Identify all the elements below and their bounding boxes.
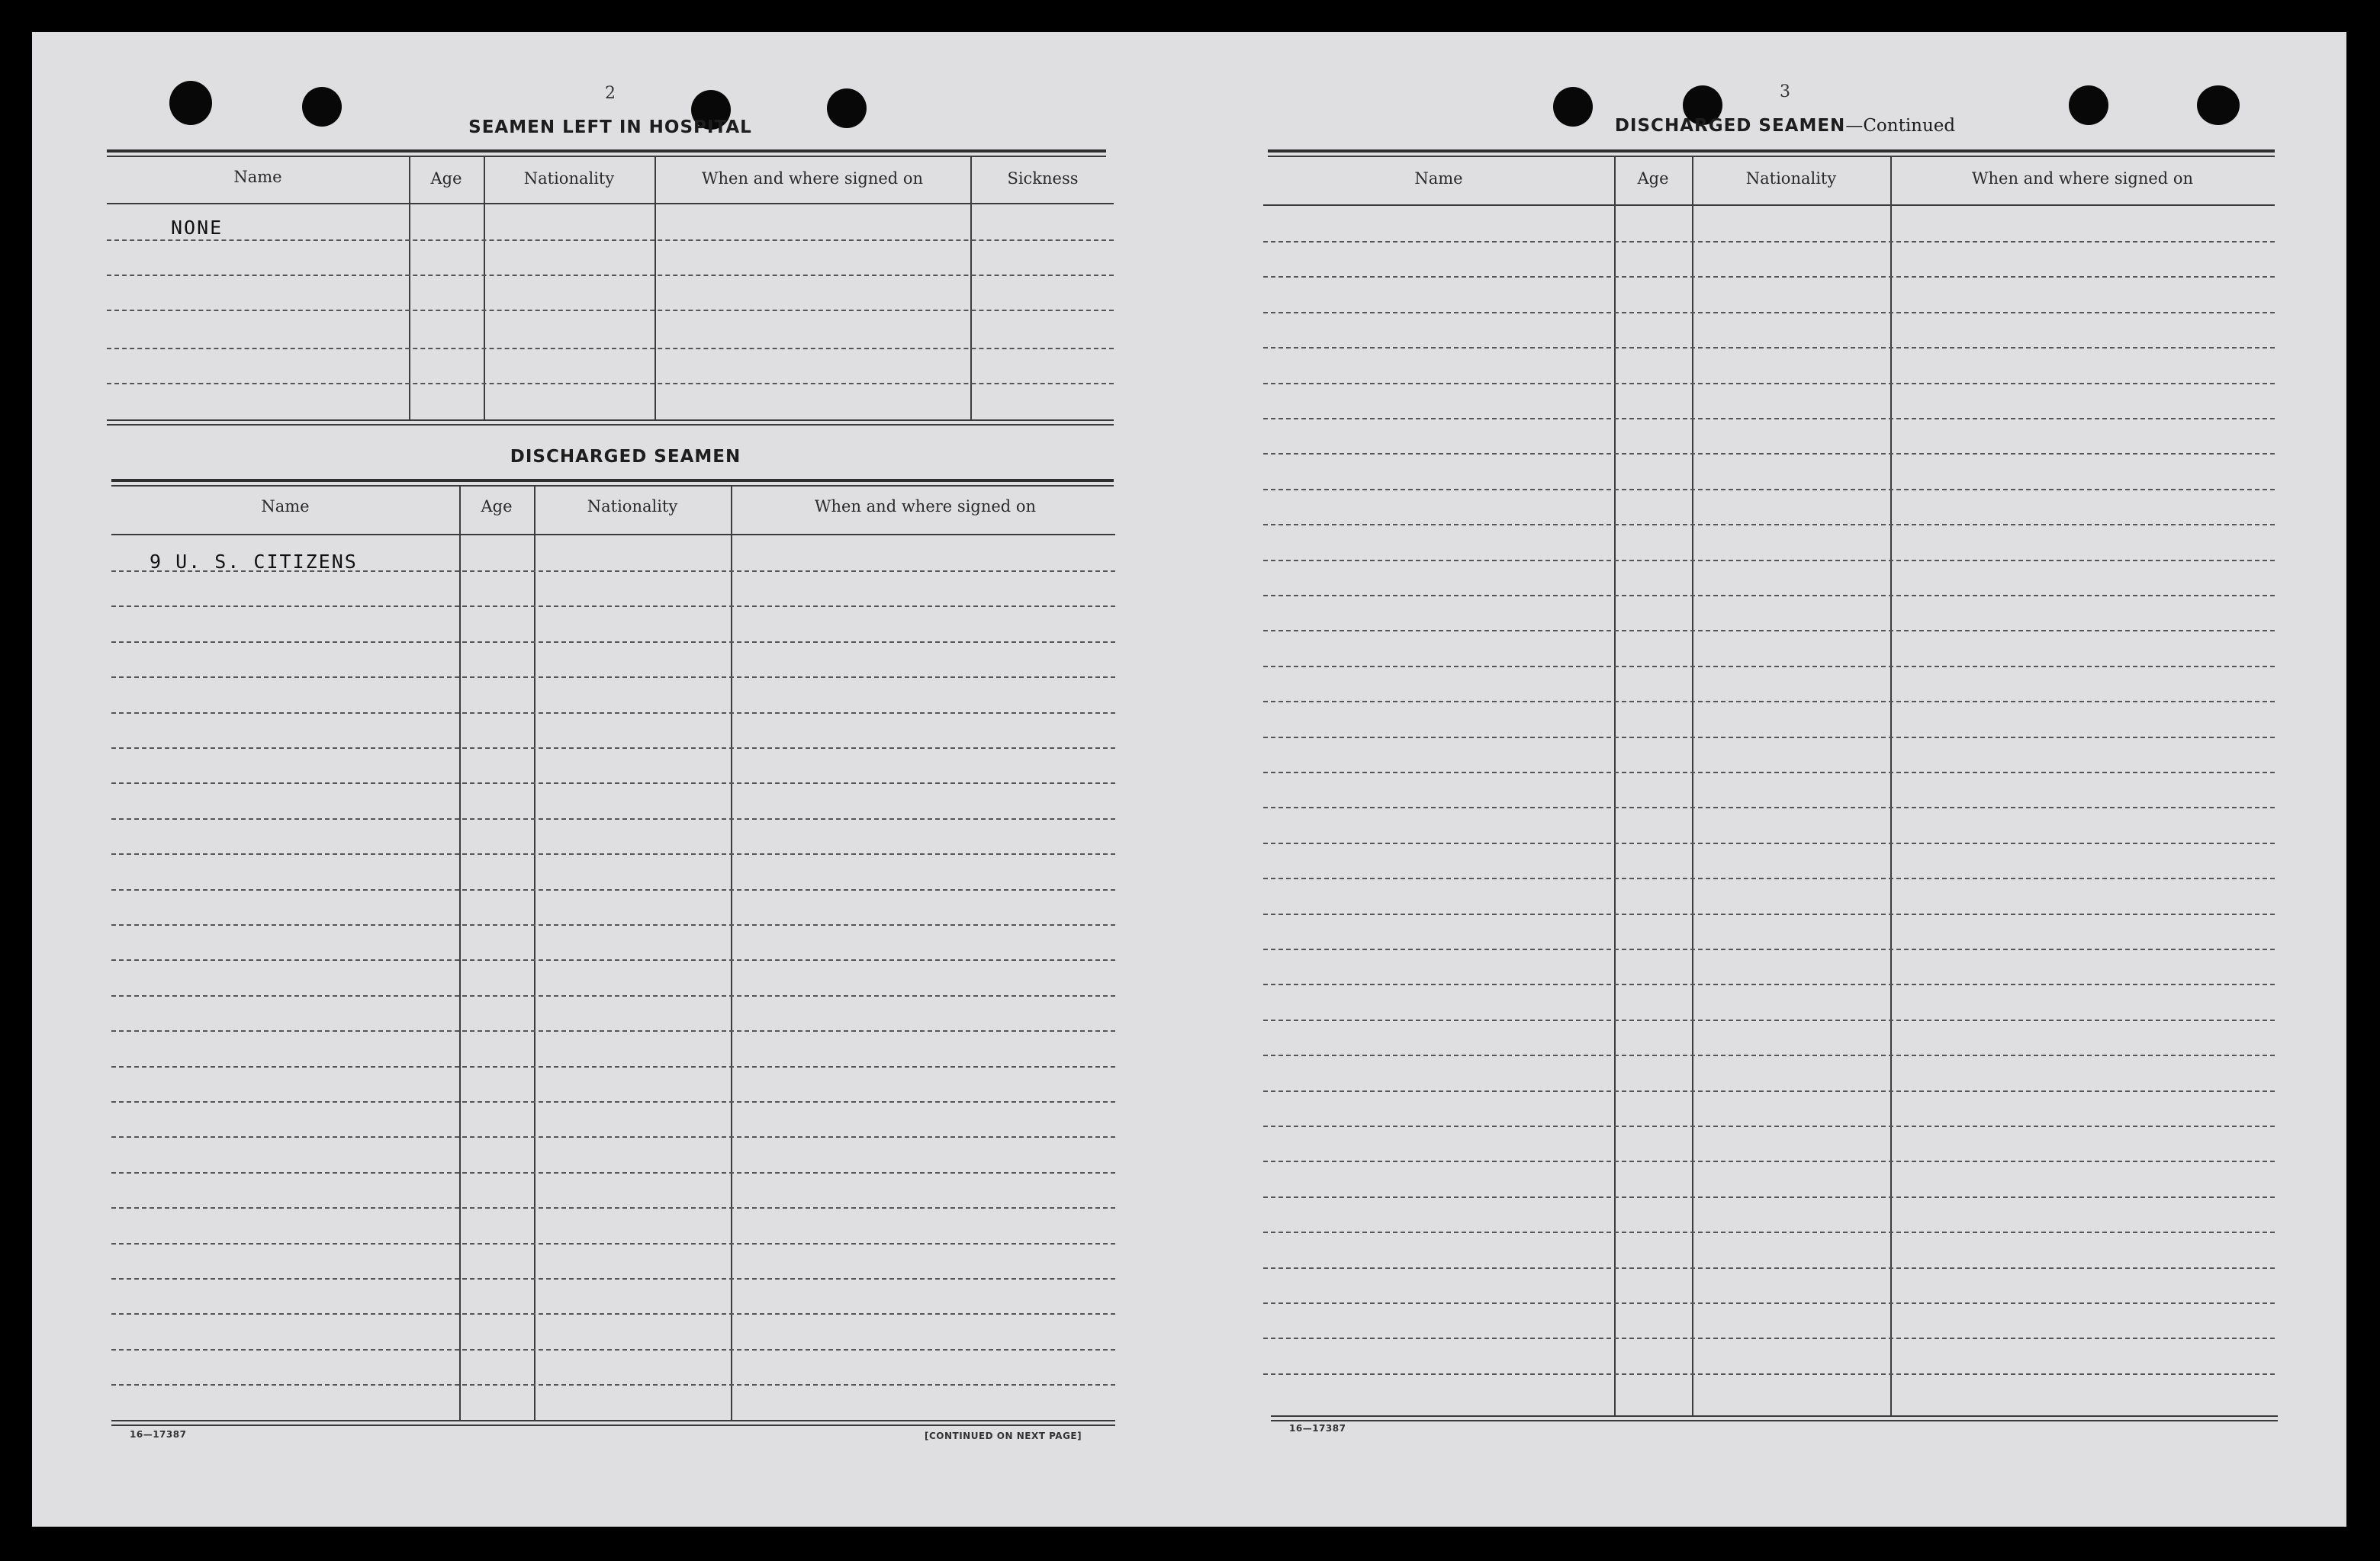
column-divider bbox=[534, 487, 536, 1421]
header-rule bbox=[107, 203, 1114, 204]
table-row-line bbox=[111, 1349, 1115, 1351]
hospital-entry: NONE bbox=[171, 217, 224, 239]
continued-note: [CONTINUED ON NEXT PAGE] bbox=[925, 1431, 1082, 1441]
column-header: Age bbox=[430, 169, 462, 188]
table-row-line bbox=[1263, 630, 2275, 631]
punch-hole bbox=[169, 81, 212, 125]
column-header: Age bbox=[1637, 169, 1669, 188]
table-top-rule bbox=[111, 485, 1114, 487]
section-title-discharged: DISCHARGED SEAMEN bbox=[510, 447, 741, 467]
table-row-line bbox=[1263, 1373, 2275, 1375]
table-top-rule bbox=[1268, 149, 2275, 153]
table-row-line bbox=[1263, 1161, 2275, 1162]
column-header: Name bbox=[261, 497, 310, 516]
table-row-line bbox=[1263, 772, 2275, 773]
table-row-line bbox=[111, 1384, 1115, 1386]
table-row-line bbox=[107, 275, 1114, 276]
header-rule bbox=[1263, 204, 2275, 206]
section-title-discharged-continued bbox=[1556, 116, 2014, 136]
table-row-line bbox=[111, 853, 1115, 855]
punch-hole bbox=[2069, 85, 2108, 125]
form-number: 16—17387 bbox=[130, 1429, 187, 1440]
table-row-line bbox=[107, 239, 1114, 241]
table-bottom-rule bbox=[1271, 1415, 2278, 1417]
table-row-line bbox=[1263, 383, 2275, 384]
header-rule bbox=[111, 534, 1115, 535]
table-row-line bbox=[1263, 984, 2275, 985]
table-top-rule bbox=[107, 156, 1106, 157]
table-row-line bbox=[1263, 347, 2275, 348]
title-continued: —Continued bbox=[1845, 116, 1956, 136]
table-row-line bbox=[111, 1313, 1115, 1315]
table-row-line bbox=[111, 712, 1115, 714]
page-number: 3 bbox=[1780, 82, 1790, 101]
title-main: DISCHARGED SEAMEN bbox=[1614, 116, 1846, 136]
punch-hole bbox=[827, 88, 867, 128]
table-row-line bbox=[1263, 524, 2275, 525]
table-row-line bbox=[111, 959, 1115, 961]
table-row-line bbox=[1263, 737, 2275, 738]
table-row-line bbox=[111, 641, 1115, 643]
table-row-line bbox=[1263, 701, 2275, 702]
table-row-line bbox=[111, 995, 1115, 997]
table-row-line bbox=[1263, 595, 2275, 596]
table-bottom-rule bbox=[111, 1420, 1115, 1421]
column-header: Nationality bbox=[523, 169, 615, 188]
table-row-line bbox=[1263, 949, 2275, 950]
table-row-line bbox=[1263, 418, 2275, 419]
table-bottom-rule bbox=[111, 1424, 1115, 1426]
table-row-line bbox=[1263, 1055, 2275, 1056]
table-row-line bbox=[111, 889, 1115, 891]
column-divider bbox=[459, 487, 461, 1420]
column-header: Nationality bbox=[587, 497, 678, 516]
table-row-line bbox=[1263, 1196, 2275, 1198]
column-divider bbox=[654, 157, 656, 421]
table-row-line bbox=[111, 570, 1115, 572]
table-row-line bbox=[1263, 1267, 2275, 1269]
table-row-line bbox=[1263, 560, 2275, 561]
column-header: When and where signed on bbox=[814, 497, 1037, 516]
table-row-line bbox=[111, 782, 1115, 784]
table-row-line bbox=[111, 1136, 1115, 1138]
column-divider bbox=[731, 487, 732, 1421]
column-header: Name bbox=[1414, 169, 1463, 188]
table-row-line bbox=[1263, 1126, 2275, 1127]
column-divider bbox=[1614, 157, 1616, 1415]
table-top-rule bbox=[111, 479, 1114, 482]
page-number: 2 bbox=[605, 84, 616, 103]
column-header: Name bbox=[233, 168, 282, 186]
column-divider bbox=[1692, 157, 1693, 1415]
table-row-line bbox=[1263, 1020, 2275, 1021]
table-row-line bbox=[111, 747, 1115, 749]
table-top-rule bbox=[1268, 156, 2275, 157]
table-row-line bbox=[1263, 666, 2275, 667]
table-row-line bbox=[1263, 489, 2275, 490]
column-header: When and where signed on bbox=[701, 169, 924, 188]
table-row-line bbox=[111, 1207, 1115, 1209]
column-header: Age bbox=[481, 497, 513, 516]
table-row-line bbox=[111, 605, 1115, 607]
column-divider bbox=[970, 157, 972, 419]
table-row-line bbox=[1263, 843, 2275, 844]
section-title-hospital: SEAMEN LEFT IN HOSPITAL bbox=[468, 117, 752, 137]
table-row-line bbox=[1263, 1232, 2275, 1233]
table-top-rule bbox=[107, 149, 1106, 153]
column-divider bbox=[409, 157, 410, 419]
table-row-line bbox=[1263, 1090, 2275, 1092]
table-bottom-rule bbox=[107, 419, 1114, 421]
table-row-line bbox=[1263, 241, 2275, 243]
table-row-line bbox=[107, 383, 1114, 384]
table-row-line bbox=[111, 1101, 1115, 1103]
punch-hole bbox=[2197, 85, 2240, 125]
table-row-line bbox=[1263, 453, 2275, 454]
table-row-line bbox=[111, 1243, 1115, 1245]
table-bottom-rule bbox=[1271, 1420, 2278, 1421]
discharged-entry: 9 U. S. CITIZENS bbox=[150, 551, 358, 573]
table-row-line bbox=[111, 818, 1115, 820]
table-row-line bbox=[111, 924, 1115, 926]
table-row-line bbox=[1263, 1302, 2275, 1304]
table-row-line bbox=[111, 1030, 1115, 1032]
table-bottom-rule bbox=[107, 424, 1114, 426]
table-row-line bbox=[1263, 914, 2275, 915]
table-row-line bbox=[1263, 276, 2275, 278]
punch-hole bbox=[302, 87, 342, 127]
column-divider bbox=[1890, 157, 1892, 1415]
table-row-line bbox=[111, 1066, 1115, 1068]
form-number: 16—17387 bbox=[1289, 1423, 1346, 1434]
column-header: When and where signed on bbox=[1971, 169, 2194, 188]
table-row-line bbox=[107, 348, 1114, 349]
table-row-line bbox=[1263, 312, 2275, 313]
table-row-line bbox=[111, 676, 1115, 678]
column-divider bbox=[484, 157, 485, 421]
column-header: Sickness bbox=[1007, 169, 1079, 188]
table-row-line bbox=[1263, 807, 2275, 808]
table-row-line bbox=[111, 1278, 1115, 1280]
table-row-line bbox=[1263, 878, 2275, 879]
table-row-line bbox=[1263, 1338, 2275, 1339]
table-row-line bbox=[111, 1172, 1115, 1174]
table-row-line bbox=[107, 310, 1114, 311]
column-header: Nationality bbox=[1745, 169, 1837, 188]
